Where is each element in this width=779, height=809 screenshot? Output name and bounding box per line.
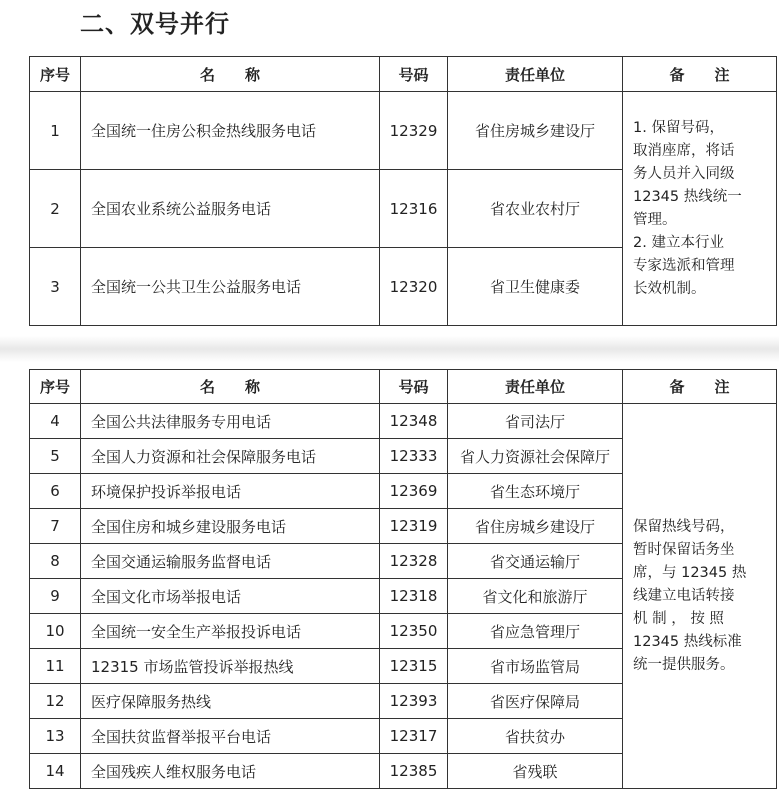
table-row xyxy=(30,92,777,170)
row-seq: 4 xyxy=(30,404,81,439)
row-code: 12319 xyxy=(380,509,448,544)
row-unit: 省文化和旅游厅 xyxy=(448,579,623,614)
header-seq: 序号 xyxy=(30,370,81,404)
remark-line: 12345 热线统一 xyxy=(633,188,742,205)
row-unit: 省农业农村厅 xyxy=(448,170,623,248)
page-separator xyxy=(0,336,779,362)
row-code: 12328 xyxy=(380,544,448,579)
remark-line: 长效机制。 xyxy=(633,280,706,297)
row-seq: 12 xyxy=(30,684,81,719)
dual-number-table-2 xyxy=(29,369,777,789)
row-name: 全国住房和城乡建设服务电话 xyxy=(81,509,380,544)
row-code: 12329 xyxy=(380,92,448,170)
row-unit: 省住房城乡建设厅 xyxy=(448,509,623,544)
row-seq: 14 xyxy=(30,754,81,789)
row-unit: 省人力资源社会保障厅 xyxy=(448,439,623,474)
row-name: 全国扶贫监督举报平台电话 xyxy=(81,719,380,754)
row-code: 12318 xyxy=(380,579,448,614)
row-code: 12315 xyxy=(380,649,448,684)
row-seq: 7 xyxy=(30,509,81,544)
remark-line: 12345 热线标准 xyxy=(633,633,742,650)
dual-number-table-1 xyxy=(29,56,777,326)
row-seq: 2 xyxy=(30,170,81,248)
header-code: 号码 xyxy=(380,57,448,92)
section-heading: 二、双号并行 xyxy=(80,10,230,38)
row-name: 全国统一公共卫生公益服务电话 xyxy=(81,248,380,326)
row-code: 12320 xyxy=(380,248,448,326)
header-code: 号码 xyxy=(380,370,448,404)
row-name: 全国统一住房公积金热线服务电话 xyxy=(81,92,380,170)
header-remark: 备 注 xyxy=(623,370,777,404)
header-unit: 责任单位 xyxy=(448,370,623,404)
row-name: 12315 市场监管投诉举报热线 xyxy=(81,649,380,684)
row-name: 全国残疾人维权服务电话 xyxy=(81,754,380,789)
row-unit: 省医疗保障局 xyxy=(448,684,623,719)
remark-line: 务人员并入同级 xyxy=(633,165,735,182)
row-unit: 省住房城乡建设厅 xyxy=(448,92,623,170)
row-name: 全国统一安全生产举报投诉电话 xyxy=(81,614,380,649)
header-name: 名 称 xyxy=(81,370,380,404)
row-seq: 3 xyxy=(30,248,81,326)
remark-line: 2. 建立本行业 xyxy=(633,234,724,251)
row-name: 全国交通运输服务监督电话 xyxy=(81,544,380,579)
row-remark xyxy=(623,404,777,789)
row-code: 12385 xyxy=(380,754,448,789)
row-remark xyxy=(623,92,777,326)
remark-line: 线建立电话转接 xyxy=(633,587,735,604)
row-seq: 8 xyxy=(30,544,81,579)
remark-line: 暂时保留话务坐 xyxy=(633,541,735,558)
remark-line: 取消座席，将话 xyxy=(633,142,735,159)
row-seq: 11 xyxy=(30,649,81,684)
row-code: 12350 xyxy=(380,614,448,649)
table-row xyxy=(30,404,777,439)
remark-line: 保留热线号码， xyxy=(633,518,735,535)
row-unit: 省交通运输厅 xyxy=(448,544,623,579)
row-name: 全国人力资源和社会保障服务电话 xyxy=(81,439,380,474)
row-unit: 省扶贫办 xyxy=(448,719,623,754)
row-seq: 6 xyxy=(30,474,81,509)
row-seq: 1 xyxy=(30,92,81,170)
row-seq: 5 xyxy=(30,439,81,474)
row-seq: 9 xyxy=(30,579,81,614)
row-unit: 省生态环境厅 xyxy=(448,474,623,509)
row-code: 12317 xyxy=(380,719,448,754)
row-unit: 省应急管理厅 xyxy=(448,614,623,649)
remark-line: 专家选派和管理 xyxy=(633,257,735,274)
remark-line: 统一提供服务。 xyxy=(633,656,735,673)
row-unit: 省残联 xyxy=(448,754,623,789)
row-seq: 13 xyxy=(30,719,81,754)
row-name: 环境保护投诉举报电话 xyxy=(81,474,380,509)
row-code: 12316 xyxy=(380,170,448,248)
header-seq: 序号 xyxy=(30,57,81,92)
row-name: 医疗保障服务热线 xyxy=(81,684,380,719)
row-code: 12348 xyxy=(380,404,448,439)
row-code: 12333 xyxy=(380,439,448,474)
row-unit: 省卫生健康委 xyxy=(448,248,623,326)
header-remark: 备 注 xyxy=(623,57,777,92)
remark-line: 席，与 12345 热 xyxy=(633,564,747,581)
row-code: 12369 xyxy=(380,474,448,509)
row-seq: 10 xyxy=(30,614,81,649)
header-name: 名 称 xyxy=(81,57,380,92)
row-unit: 省司法厅 xyxy=(448,404,623,439)
row-name: 全国文化市场举报电话 xyxy=(81,579,380,614)
row-unit: 省市场监管局 xyxy=(448,649,623,684)
row-name: 全国公共法律服务专用电话 xyxy=(81,404,380,439)
row-code: 12393 xyxy=(380,684,448,719)
remark-line: 机 制 ， 按 照 xyxy=(633,610,724,627)
remark-line: 管理。 xyxy=(633,211,677,228)
row-name: 全国农业系统公益服务电话 xyxy=(81,170,380,248)
header-unit: 责任单位 xyxy=(448,57,623,92)
remark-line: 1. 保留号码， xyxy=(633,119,724,136)
